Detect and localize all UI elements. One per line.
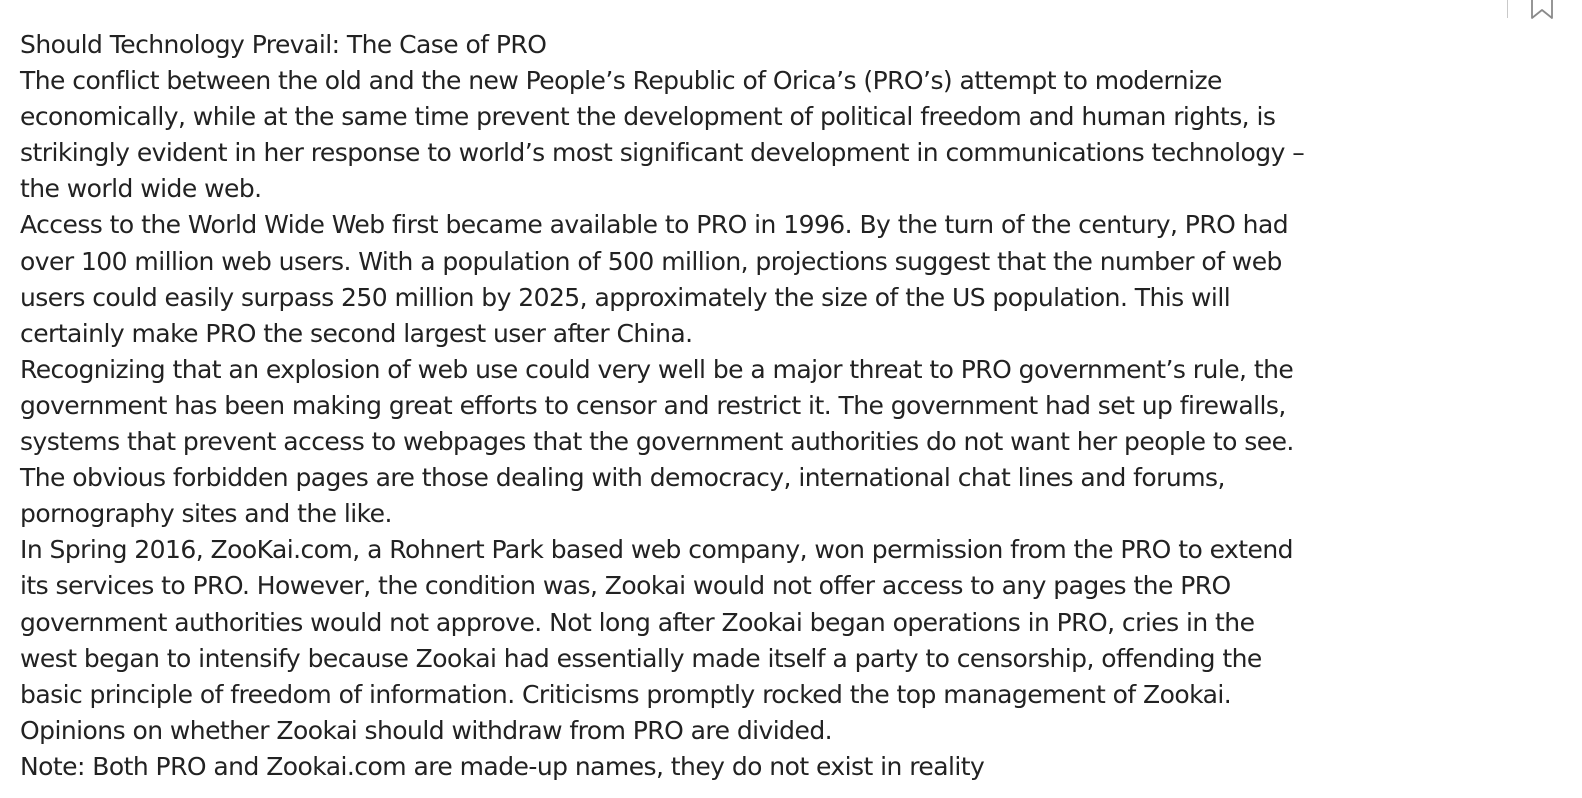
passage-paragraph-4: In Spring 2016, ZooKai.com, a Rohnert Park based web company, won permission from the PRO to extend its services to PRO. However, the condition was, Zookai would not offer access to any pages the PRO government authorities would not approve. Not long after Zookai began operations in PRO, cries in the west began to intensify because Zookai had essentially made itself a party to censorship, offending the basic principle of freedom of information. Criticisms promptly rocked the top management of Zookai. Opinions on whether Zookai should withdraw from PRO are divided.	[20, 535, 1293, 745]
passage-note: Note: Both PRO and Zookai.com are made-up names, they do not exist in reality	[20, 751, 985, 781]
passage-paragraph-2: Access to the World Wide Web first became available to PRO in 1996. By the turn of the century, PRO had over 100 million web users. With a population of 500 million, projections suggest that the number of web users could easily surpass 250 million by 2025, approximately the size of the US population. This will certainly make PRO the second largest user after China.	[20, 210, 1289, 348]
bookmark-icon[interactable]	[1529, 0, 1555, 20]
passage-paragraph-3: Recognizing that an explosion of web use could very well be a major threat to PRO government’s rule, the government has been making great efforts to censor and restrict it. The government had set up firewalls, systems that prevent access to webpages that the government authorities do not want her people to see. The obvious forbidden pages are those dealing with democracy, international chat lines and forums, pornography sites and the like.	[20, 354, 1294, 529]
bookmark-icon-glyph	[1529, 0, 1555, 20]
passage-title: Should Technology Prevail: The Case of PRO	[20, 30, 547, 59]
toolbar-divider	[1507, 0, 1508, 18]
reading-passage	[20, 27, 1310, 785]
passage-paragraph-1: The conflict between the old and the new People’s Republic of Orica’s (PRO’s) attempt to modernize economically, while at the same time prevent the development of political freedom and human rights, is strikingly evident in her response to world’s most significant development in communications technology – the world wide web.	[20, 66, 1305, 204]
